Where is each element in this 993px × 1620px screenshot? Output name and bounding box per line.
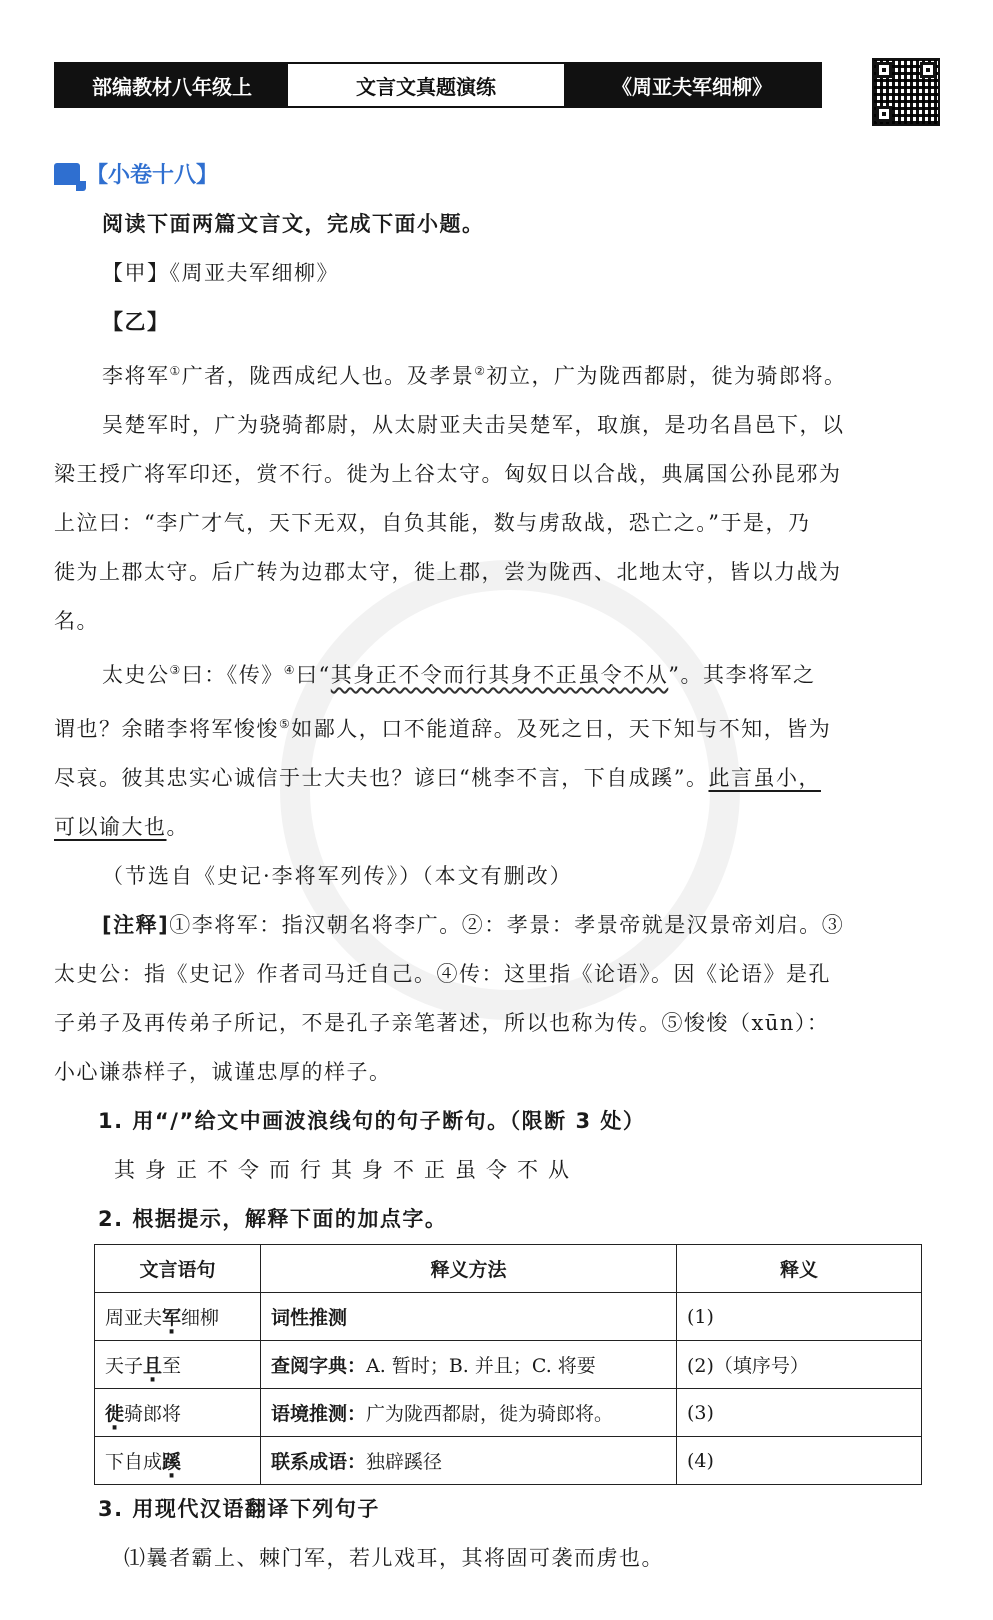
method-cell: 联系成语：独辟蹊径 xyxy=(261,1437,677,1485)
qr-code-icon xyxy=(872,58,940,126)
passage-jia-title: 【甲】《周亚夫军细柳》 xyxy=(102,261,339,285)
notes-line3: 子弟子及再传弟子所记，不是孔子亲笔著述，所以也称为传。⑤悛悛（xūn）： xyxy=(54,1011,830,1035)
passage-yi-p1: 李将军①广者，陇西成纪人也。及孝景②初立，广为陇西都尉，徙为骑郎将。 xyxy=(102,364,847,388)
column-header: 释义方法 xyxy=(261,1245,677,1293)
table-row xyxy=(95,1293,922,1341)
method-cell: 词性推测 xyxy=(261,1293,677,1341)
passage-yi-p2-line: 吴楚军时，广为骁骑都尉，从太尉亚夫击吴楚军，取旗，是功名昌邑下，以 xyxy=(102,413,845,437)
wavy-sentence: 其身正不令而行其身不正虽令不从 xyxy=(330,663,669,687)
question-1-sentence: 其身正不令而行其身不正虽令不从 xyxy=(114,1158,579,1182)
header-subject: 文言文真题演练 xyxy=(288,64,564,106)
answer-cell[interactable]: (1) xyxy=(677,1293,922,1341)
question-2: 2. 根据提示，解释下面的加点字。 xyxy=(98,1207,448,1231)
passage-yi-p3-line4: 可以谕大也。 xyxy=(54,815,189,839)
underlined-sentence: 此言虽小， xyxy=(708,766,821,790)
question-3: 3. 用现代汉语翻译下列句子 xyxy=(98,1497,380,1521)
answer-cell[interactable]: (4) xyxy=(677,1437,922,1485)
passage-yi-p2-line: 徙为上郡太守。后广转为边郡太守，徙上郡，尝为陇西、北地太守，皆以力战为 xyxy=(54,560,842,584)
notes-line2: 太史公：指《史记》作者司马迁自己。④传：这里指《论语》。因《论语》是孔 xyxy=(54,962,831,986)
phrase-cell: 徙骑郎将 xyxy=(95,1389,261,1437)
phrase-cell: 周亚夫军细柳 xyxy=(95,1293,261,1341)
table-row xyxy=(95,1341,922,1389)
phrase-cell: 天子且至 xyxy=(95,1341,261,1389)
method-cell: 语境推测：广为陇西都尉，徙为骑郎将。 xyxy=(261,1389,677,1437)
question-1: 1. 用“/”给文中画波浪线句的句子断句。（限断 3 处） xyxy=(98,1109,646,1133)
notes-line1: [注释]①李将军：指汉朝名将李广。②：孝景：孝景帝就是汉景帝刘启。③ xyxy=(102,913,845,937)
passage-yi-p2-line: 上泣曰：“李广才气，天下无双，自负其能，数与虏敌战，恐亡之。”于是，乃 xyxy=(54,511,811,535)
column-header: 文言语句 xyxy=(95,1245,261,1293)
table-row xyxy=(95,1389,922,1437)
instruction: 阅读下面两篇文言文，完成下面小题。 xyxy=(102,212,485,236)
document-body xyxy=(54,200,944,1583)
table-header-row xyxy=(95,1245,922,1293)
section-title: 【小卷十八】 xyxy=(86,163,219,188)
header-lesson: 《周亚夫军细柳》 xyxy=(564,64,820,106)
section-tag xyxy=(54,158,218,189)
passage-yi-p2-line: 梁王授广将军印还，赏不行。徙为上谷太守。匈奴日以合战，典属国公孙昆邪为 xyxy=(54,462,842,486)
table-row xyxy=(95,1437,922,1485)
notes-line4: 小心谦恭样子，诚谨忠厚的样子。 xyxy=(54,1060,392,1084)
question-3-item1: ⑴曩者霸上、棘门军，若儿戏耳，其将固可袭而虏也。 xyxy=(124,1546,664,1570)
underlined-sentence-cont: 可以谕大也 xyxy=(54,815,167,839)
question-2-table xyxy=(94,1244,922,1485)
answer-cell[interactable]: (2)（填序号） xyxy=(677,1341,922,1389)
passage-yi-p2-line: 名。 xyxy=(54,609,99,633)
method-cell: 查阅字典：A. 暂时；B. 并且；C. 将要 xyxy=(261,1341,677,1389)
passage-yi-title: 【乙】 xyxy=(102,310,170,334)
phrase-cell: 下自成蹊 xyxy=(95,1437,261,1485)
source-citation: （节选自《史记·李将军列传》）（本文有删改） xyxy=(102,864,573,888)
answer-cell[interactable]: (3) xyxy=(677,1389,922,1437)
passage-yi-p3-line3: 尽哀。彼其忠实心诚信于士大夫也？谚曰“桃李不言，下自成蹊”。此言虽小， xyxy=(54,766,821,790)
passage-yi-p3-line2: 谓也？余睹李将军悛悛⑤如鄙人，口不能道辞。及死之日，天下知与不知，皆为 xyxy=(54,717,832,741)
bookmark-icon xyxy=(54,163,80,185)
header-bar xyxy=(54,62,822,108)
passage-yi-p3-line1: 太史公③曰：《传》④曰“其身正不令而行其身不正虽令不从”。其李将军之 xyxy=(102,663,816,687)
column-header: 释义 xyxy=(677,1245,922,1293)
header-grade: 部编教材八年级上 xyxy=(56,64,288,106)
